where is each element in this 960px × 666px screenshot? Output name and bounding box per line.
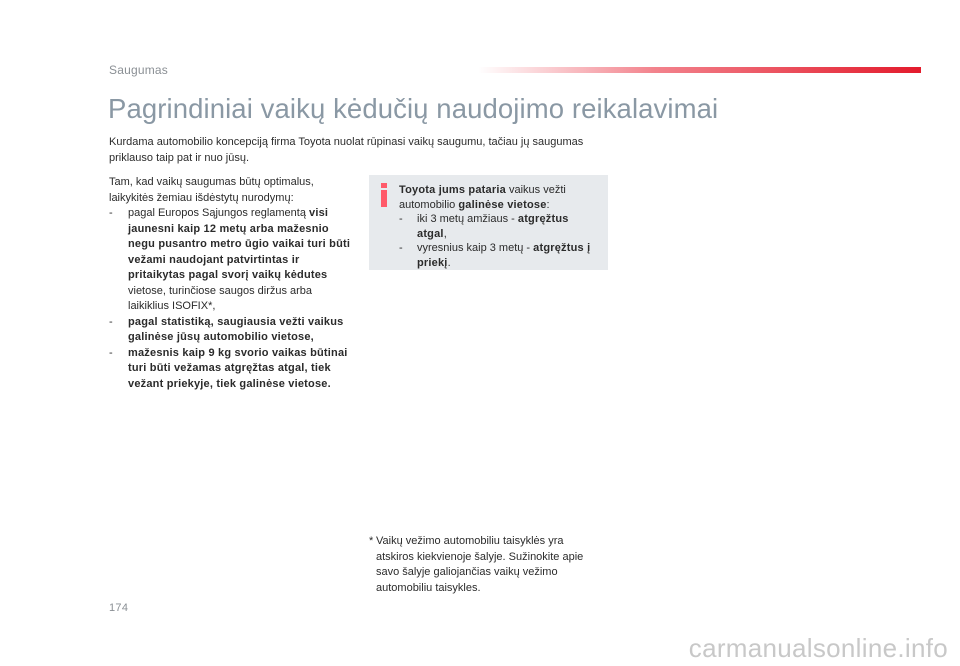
watermark: carmanualsonline.info	[688, 633, 948, 663]
info-i-icon	[379, 183, 389, 207]
tip-list-item	[399, 212, 601, 241]
left-column	[109, 175, 354, 392]
tip-item-end: .	[447, 256, 451, 269]
list-item	[109, 315, 354, 346]
list-item	[109, 206, 354, 315]
tip-colon: :	[546, 198, 550, 211]
footnote	[369, 534, 599, 596]
tip-item-bold: atgręžtus atgal	[417, 213, 569, 240]
intro-paragraph: Kurdama automobilio koncepciją firma Toyota nuolat rūpinasi vaikų saugumu, tačiau jų saugumas priklauso taip pat ir nuo jūsų.	[109, 136, 584, 164]
list-dash: -	[109, 346, 113, 359]
footnote-star: *	[369, 535, 374, 547]
header-accent-bar	[478, 67, 921, 73]
tip-item-text	[417, 241, 601, 270]
list-text-bold: visi jaunesni kaip 12 metų arba mažesnio negu pusantro metro ūgio vaikai turi būti vežami naudojant patvirtintas ir pritaikytas pagal svorį vaikų kėdutes	[128, 207, 351, 281]
list-text-bold: mažesnis kaip 9 kg svorio vaikas būtinai turi būti vežamas atgręžtas atgal, tiek vežant priekyje, tiek galinėse vietose.	[128, 346, 348, 390]
tip-lead-plain: vaikus vežti automobilio	[399, 184, 566, 211]
tip-list-item	[399, 241, 601, 270]
tip-item-plain: iki 3 metų amžiaus -	[417, 213, 518, 225]
list-text-plain: pagal Europos Sąjungos reglamentą	[128, 207, 310, 219]
left-lead: Tam, kad vaikų saugumas būtų optimalus, laikykitės žemiau išdėstytų nurodymų:	[109, 176, 314, 204]
list-text-plain-end: vietose, turinčiose saugos diržus arba laikiklius ISOFIX*,	[128, 284, 313, 312]
page-number: 174	[109, 602, 129, 614]
tip-lead-bold: Toyota jums pataria	[399, 184, 506, 196]
page-title: Pagrindiniai vaikų kėdučių naudojimo reikalavimai	[108, 93, 719, 124]
list-item	[109, 346, 354, 393]
footnote-text: Vaikų vežimo automobiliu taisyklės yra atskiros kiekvienoje šalyje. Sužinokite apie savo šalyje galiojančias vaikų vežimo automobiliu taisykles.	[376, 535, 584, 594]
tip-place-bold: galinėse vietose	[458, 198, 547, 211]
tip-item-end: ,	[443, 227, 447, 240]
tip-lead	[399, 183, 601, 212]
list-text	[128, 206, 354, 315]
list-dash: -	[109, 207, 113, 219]
section-label: Saugumas	[109, 63, 168, 77]
tip-item-plain: vyresnius kaip 3 metų -	[417, 242, 534, 254]
tip-box	[369, 175, 608, 270]
list-dash: -	[109, 315, 113, 328]
tip-dash: -	[399, 242, 403, 254]
list-text-bold: pagal statistiką, saugiausia vežti vaikus galinėse jūsų automobilio vietose,	[128, 315, 344, 343]
tip-item-bold: atgręžtus į priekį	[417, 242, 591, 269]
tip-dash: -	[399, 213, 403, 225]
tip-item-text	[417, 212, 601, 241]
tip-text	[399, 183, 601, 270]
